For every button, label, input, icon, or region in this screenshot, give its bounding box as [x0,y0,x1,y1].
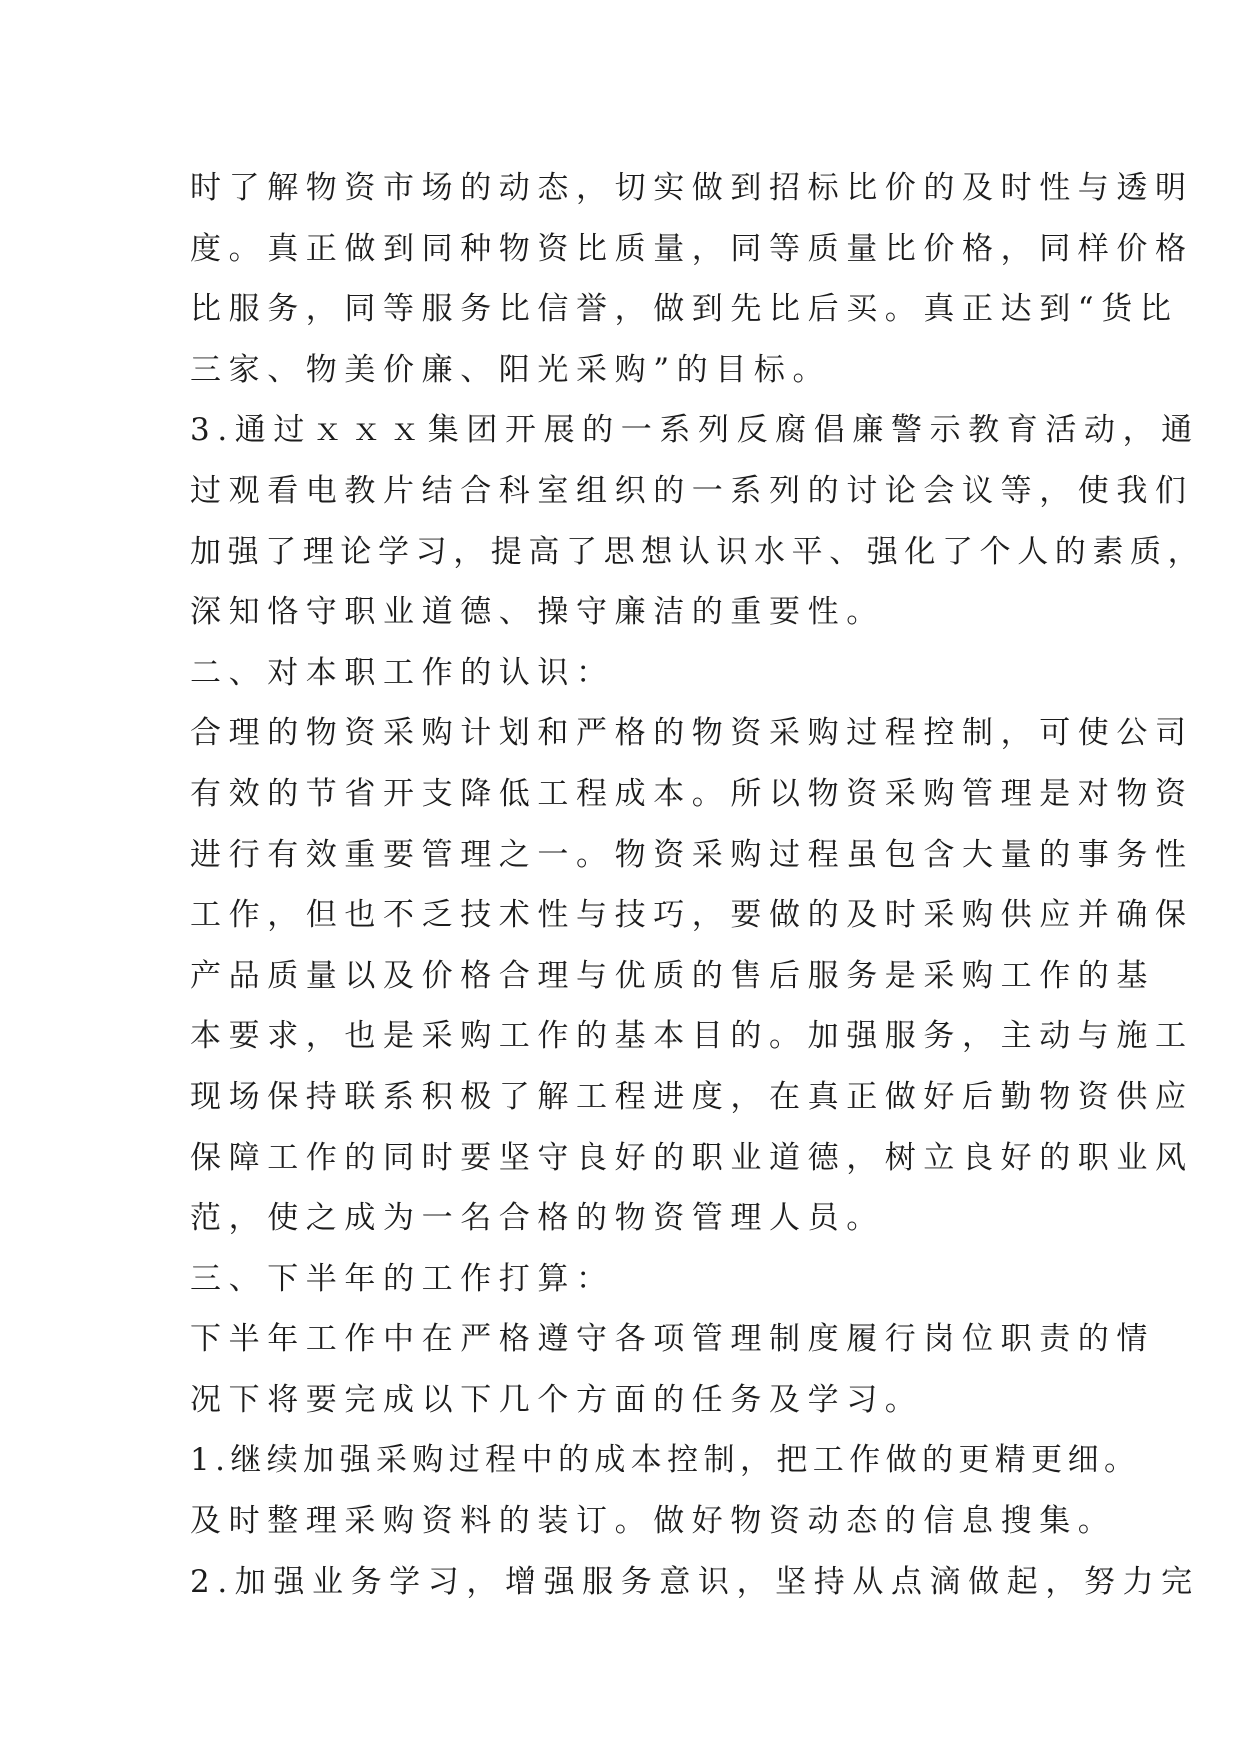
text-line: 有效的节省开支降低工程成本。所以物资采购管理是对物资 [190,775,1194,812]
section-heading-2: 二、对本职工作的认识： [190,654,615,691]
text-line: 范，使之成为一名合格的物资管理人员。 [190,1200,885,1237]
text-line: 合理的物资采购计划和严格的物资采购过程控制，可使公司 [190,715,1194,752]
text-line: 产品质量以及价格合理与优质的售后服务是采购工作的基 [190,957,1155,994]
text-line: 下半年工作中在严格遵守各项管理制度履行岗位职责的情 [190,1321,1155,1358]
text-line: 工作，但也不乏技术性与技巧，要做的及时采购供应并确保 [190,897,1194,934]
text-line: 现场保持联系积极了解工程进度，在真正做好后勤物资供应 [190,1078,1194,1115]
section-heading-3: 三、下半年的工作打算： [190,1260,615,1297]
text-line: 况下将要完成以下几个方面的任务及学习。 [190,1381,924,1418]
text-line: 深知恪守职业道德、操守廉洁的重要性。 [190,594,885,631]
text-line: 度。真正做到同种物资比质量，同等质量比价格，同样价格 [190,230,1194,267]
list-item-3: 3.通过ｘｘｘ集团开展的一系列反腐倡廉警示教育活动，通 [190,412,1200,449]
text-line: 保障工作的同时要坚守良好的职业道德，树立良好的职业风 [190,1139,1194,1176]
text-line: 时了解物资市场的动态，切实做到招标比价的及时性与透明 [190,170,1194,206]
text-line: 进行有效重要管理之一。物资采购过程虽包含大量的事务性 [190,836,1194,873]
text-line: 及时整理采购资料的装订。做好物资动态的信息搜集。 [190,1503,1117,1540]
text-line: 比服务，同等服务比信誉，做到先比后买。真正达到“货比 [190,291,1179,328]
text-line: 过观看电教片结合科室组织的一系列的讨论会议等，使我们 [190,472,1194,509]
text-line: 加强了理论学习，提高了思想认识水平、强化了个人的素质， [190,533,1206,570]
list-item-1: 1.继续加强采购过程中的成本控制，把工作做的更精更细。 [190,1442,1141,1479]
document-body-text [190,158,1206,1612]
list-item-2: 2.加强业务学习，增强服务意识，坚持从点滴做起，努力完 [190,1563,1200,1600]
text-line: 本要求，也是采购工作的基本目的。加强服务，主动与施工 [190,1018,1194,1055]
text-line: 三家、物美价廉、阳光采购”的目标。 [190,351,832,388]
